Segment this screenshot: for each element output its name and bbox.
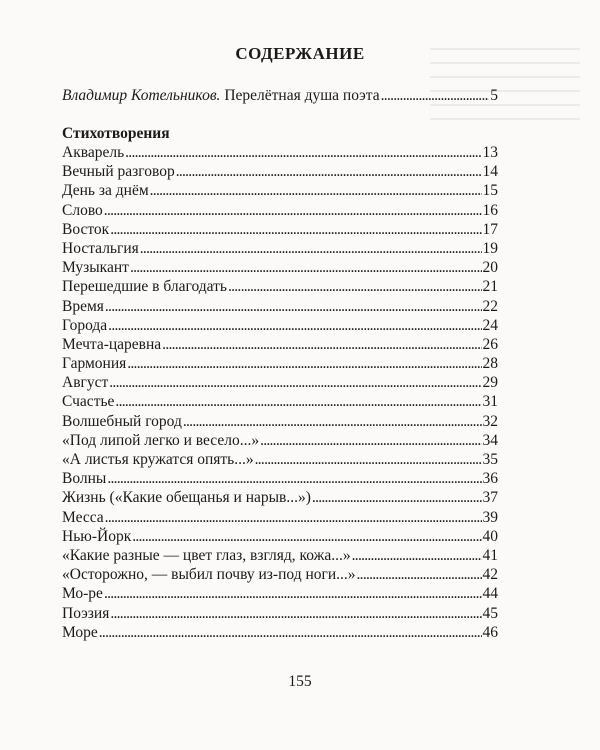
toc-entry-page: 14 [482, 163, 498, 181]
toc-entry [62, 431, 498, 450]
toc-entry [62, 297, 498, 316]
toc-entry-page: 24 [482, 316, 498, 334]
toc-entry-page: 26 [482, 335, 498, 353]
toc-entry [62, 316, 498, 335]
dot-leader [105, 297, 482, 316]
toc-entry [62, 469, 498, 488]
toc-entry-page: 36 [482, 470, 498, 488]
toc-entry-title: Акварель [62, 144, 125, 161]
toc-entry-title: Ностальгия [62, 239, 139, 257]
toc-entry-title: Счастье [62, 393, 115, 411]
toc-entry-page: 19 [482, 239, 498, 257]
toc-list [62, 143, 498, 642]
toc-entry-page: 42 [482, 566, 498, 584]
dot-leader [162, 335, 481, 354]
toc-entry-title: Мечта-царевна [62, 335, 162, 353]
toc-entry-title: Музыкант [62, 259, 129, 277]
toc-entry-page: 29 [482, 374, 498, 392]
toc-entry-title: Нью-Йорк [62, 527, 132, 545]
toc-entry [62, 565, 498, 584]
toc-entry [62, 181, 498, 200]
dot-leader [99, 623, 482, 642]
toc-entry [62, 354, 498, 373]
dot-leader [357, 565, 482, 584]
toc-entry-title: Перешедшие в благодать [62, 278, 227, 296]
toc-entry [62, 450, 498, 469]
toc-entry-page: 44 [482, 585, 498, 603]
toc-entry [62, 412, 498, 431]
toc-entry [62, 373, 498, 392]
toc-entry-title: Гармония [62, 355, 127, 373]
toc-entry-title: Август [62, 374, 109, 392]
toc-entry [62, 584, 498, 603]
toc-entry-page: 39 [482, 508, 498, 526]
toc-entry-title: День за днём [62, 182, 149, 200]
dot-leader [255, 450, 482, 469]
toc-entry-title: «Под липой легко и весело...» [62, 431, 260, 449]
toc-entry-title: Море [62, 623, 98, 641]
toc-entry [62, 527, 498, 546]
toc-entry-page: 15 [482, 182, 498, 200]
toc-entry-page: 22 [482, 297, 498, 315]
toc-entry-page: 45 [482, 604, 498, 622]
toc-entry-title: Время [62, 297, 104, 315]
dot-leader [381, 87, 490, 105]
toc-entry-title: Волшебный город [62, 412, 182, 430]
dot-leader [109, 373, 481, 392]
toc-entry-page: 31 [482, 393, 498, 411]
intro-title: Перелётная душа поэта [224, 87, 380, 104]
toc-entry-title: Мо-ре [62, 585, 103, 603]
toc-entry-page: 13 [482, 144, 498, 161]
section-heading: Стихотворения [62, 125, 170, 142]
toc-entry-page: 37 [482, 489, 498, 507]
toc-entry-title: Волны [62, 470, 107, 488]
toc-entry [62, 546, 498, 565]
toc-entry [62, 143, 498, 162]
toc-entry [62, 392, 498, 411]
toc-entry-title: «А листья кружатся опять...» [62, 451, 254, 468]
toc-entry-page: 16 [482, 201, 498, 219]
dot-leader [132, 527, 481, 546]
dot-leader [352, 546, 482, 565]
dot-leader [130, 258, 482, 277]
dot-leader [105, 508, 482, 527]
dot-leader [107, 469, 481, 488]
toc-entry-title: Поэзия [62, 604, 110, 622]
toc-entry-page: 21 [482, 278, 498, 296]
toc-entry [62, 488, 498, 507]
toc-entry-title: Восток [62, 220, 110, 238]
dot-leader [150, 181, 482, 200]
toc-entry-title: Вечный разговор [62, 163, 175, 181]
intro-page: 5 [490, 87, 498, 104]
dot-leader [228, 277, 482, 296]
dot-leader [125, 143, 481, 162]
toc-entry-title: Слово [62, 201, 103, 219]
toc-entry-page: 41 [482, 546, 498, 564]
page-number: 155 [288, 673, 312, 690]
toc-entry [62, 201, 498, 220]
toc-entry-title: Жизнь («Какие обещанья и нарыв...») [62, 489, 311, 507]
toc-entry [62, 623, 498, 642]
toc-entry-page: 17 [482, 220, 498, 238]
page-title: СОДЕРЖАНИЕ [235, 44, 365, 63]
dot-leader [104, 584, 482, 603]
toc-entry-page: 46 [482, 623, 498, 641]
toc-entry-title: Месса [62, 508, 104, 526]
toc-entry-title: «Осторожно, — выбил почву из-под ноги...» [62, 566, 356, 584]
toc-entry-page: 34 [482, 431, 498, 449]
toc-entry [62, 335, 498, 354]
dot-leader [183, 412, 482, 431]
toc-entry [62, 239, 498, 258]
dot-leader [104, 201, 482, 220]
dot-leader [260, 431, 481, 450]
dot-leader [115, 392, 481, 411]
toc-entry-page: 35 [482, 451, 498, 468]
toc-entry [62, 277, 498, 296]
toc-entry [62, 604, 498, 623]
dot-leader [108, 316, 481, 335]
toc-entry-page: 32 [482, 412, 498, 430]
toc-entry [62, 258, 498, 277]
intro-author: Владимир Котельников. [62, 87, 221, 104]
toc-entry-title: Города [62, 316, 108, 334]
dot-leader [110, 604, 481, 623]
toc-entry [62, 508, 498, 527]
toc-entry [62, 162, 498, 181]
dot-leader [110, 220, 481, 239]
toc-entry-page: 20 [482, 259, 498, 277]
dot-leader [127, 354, 481, 373]
toc-entry-title: «Какие разные — цвет глаз, взгляд, кожа...» [62, 546, 351, 564]
dot-leader [140, 239, 482, 258]
dot-leader [176, 162, 482, 181]
toc-intro-entry [62, 87, 498, 105]
toc-entry-page: 28 [482, 355, 498, 373]
toc-entry-page: 40 [482, 527, 498, 545]
toc-entry [62, 220, 498, 239]
dot-leader [312, 488, 482, 507]
